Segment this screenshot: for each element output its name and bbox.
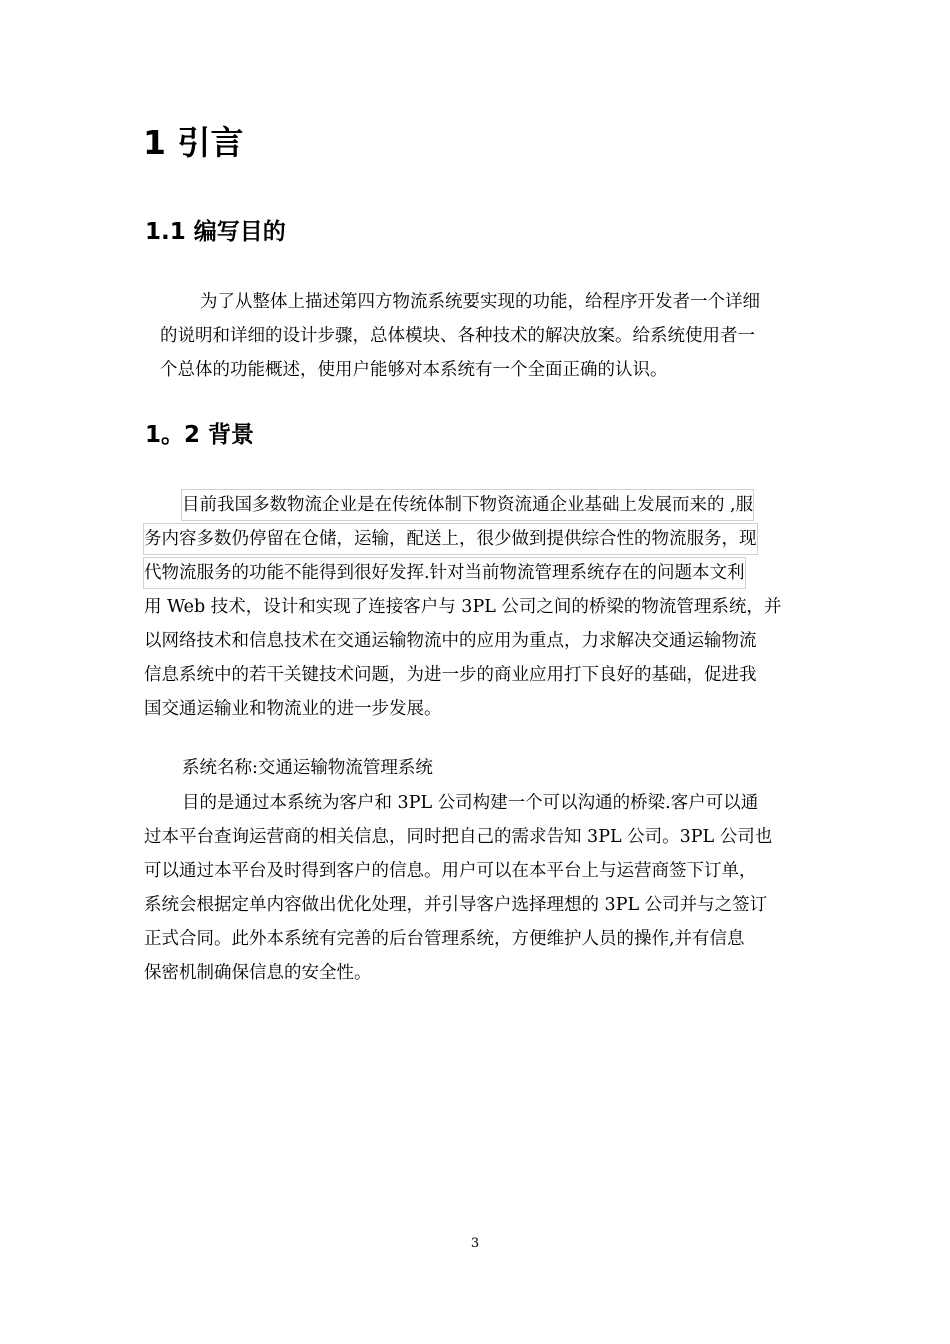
highlighted-line: 代物流服务的功能不能得到很好发挥.针对当前物流管理系统存在的问题本文利 xyxy=(144,558,745,588)
system-name-text: 系统名称:交通运输物流管理系统 xyxy=(182,758,433,778)
paragraph-line: 用 Web 技术，设计和实现了连接客户与 3PL 公司之间的桥梁的物流管理系统，并 xyxy=(144,597,782,617)
paragraph-line: 正式合同。此外本系统有完善的后台管理系统，方便维护人员的操作,并有信息 xyxy=(144,929,745,949)
paragraph-line: 可以通过本平台及时得到客户的信息。用户可以在本平台上与运营商签下订单， xyxy=(144,861,757,881)
paragraph-line: 的说明和详细的设计步骤，总体模块、各种技术的解决放案。给系统使用者一 xyxy=(160,326,755,346)
paragraph-line: 信息系统中的若干关键技术问题，为进一步的商业应用打下良好的基础，促进我 xyxy=(144,665,757,685)
section-heading-background: 1。2 背景 xyxy=(145,422,255,448)
paragraph-line: 国交通运输业和物流业的进一步发展。 xyxy=(144,699,442,719)
paragraph-line: 为了从整体上描述第四方物流系统要实现的功能，给程序开发者一个详细 xyxy=(200,292,760,312)
chapter-title: 1 引言 xyxy=(143,123,244,162)
background-paragraph xyxy=(144,488,781,726)
system-name-line xyxy=(182,751,433,785)
paragraph-line: 过本平台查询运营商的相关信息，同时把自己的需求告知 3PL 公司。3PL 公司也 xyxy=(144,827,773,847)
section-heading-purpose: 1.1 编写目的 xyxy=(145,219,286,245)
paragraph-line: 系统会根据定单内容做出优化处理，并引导客户选择理想的 3PL 公司并与之签订 xyxy=(144,895,768,915)
system-purpose-paragraph xyxy=(144,786,772,990)
highlighted-line: 务内容多数仍停留在仓储，运输，配送上，很少做到提供综合性的物流服务，现 xyxy=(144,524,757,554)
paragraph-line: 以网络技术和信息技术在交通运输物流中的应用为重点，力求解决交通运输物流 xyxy=(144,631,757,651)
paragraph-line: 个总体的功能概述，使用户能够对本系统有一个全面正确的认识。 xyxy=(160,360,668,380)
page-number: 3 xyxy=(470,1236,480,1251)
paragraph-line: 保密机制确保信息的安全性。 xyxy=(144,963,372,983)
highlighted-line: 目前我国多数物流企业是在传统体制下物资流通企业基础上发展而来的 ,服 xyxy=(182,490,753,520)
purpose-paragraph xyxy=(160,285,760,387)
paragraph-line: 目的是通过本系统为客户和 3PL 公司构建一个可以沟通的桥梁.客户可以通 xyxy=(182,793,759,813)
